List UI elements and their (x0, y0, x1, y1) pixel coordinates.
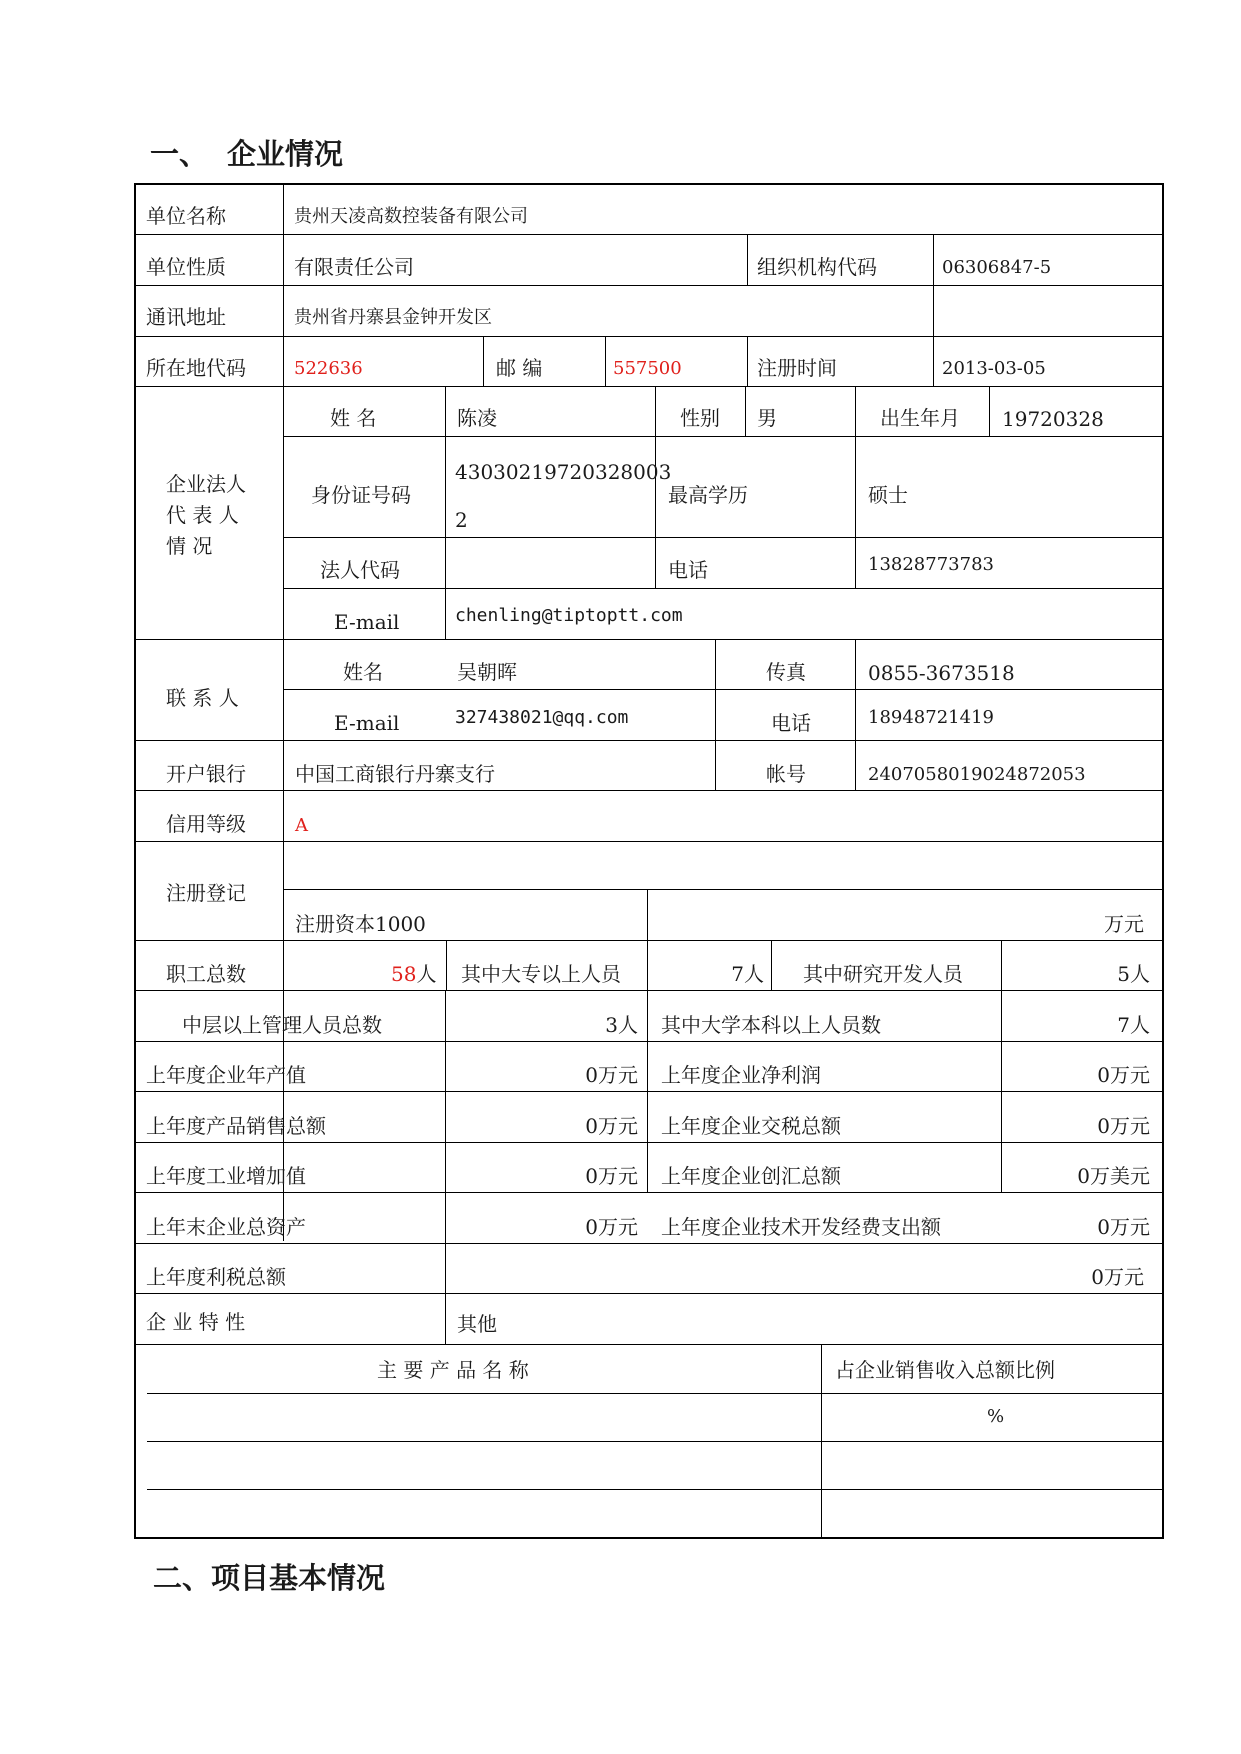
unit-name-label: 单位名称 (146, 204, 226, 228)
postcode-label: 邮 编 (496, 356, 543, 380)
credit-value: A (295, 815, 308, 836)
birth-label: 出生年月 (880, 406, 960, 430)
grid-line (283, 588, 1163, 589)
contact-email-label: E-mail (334, 711, 400, 735)
grid-line (747, 336, 748, 386)
grid-line (745, 386, 746, 436)
grid-line (933, 235, 934, 386)
org-code-value: 06306847-5 (942, 257, 1052, 278)
college-staff-value: 7人 (731, 962, 764, 986)
legal-phone-value: 13828773783 (868, 554, 994, 575)
tax-label: 上年度利税总额 (146, 1265, 286, 1289)
legal-section-label: 企业法人 (166, 472, 246, 496)
legal-name-label: 姓 名 (330, 406, 377, 430)
finance-label: 上年度企业净利润 (661, 1063, 821, 1087)
grid-line (147, 1489, 1163, 1490)
grid-line (135, 940, 1163, 941)
account-label: 帐号 (766, 762, 806, 786)
grid-line (445, 990, 446, 1344)
grid-line (135, 1293, 1163, 1294)
finance-value: 0万元 (585, 1164, 638, 1188)
finance-label: 上年度工业增加值 (146, 1164, 306, 1188)
legal-phone-label: 电话 (668, 558, 708, 582)
grid-line (135, 1041, 1163, 1042)
finance-value: 0万元 (1097, 1063, 1150, 1087)
finance-value: 0万元 (585, 1114, 638, 1138)
finance-label: 上年度企业年产值 (146, 1063, 306, 1087)
finance-label: 上年度企业交税总额 (661, 1114, 841, 1138)
section-2-title: 二、项目基本情况 (153, 1561, 386, 1595)
education-label: 最高学历 (668, 483, 748, 507)
bank-label: 开户银行 (166, 762, 246, 786)
finance-value: 0万美元 (1077, 1164, 1150, 1188)
percent-symbol: % (987, 1406, 1005, 1427)
legal-section-label: 情 况 (166, 534, 213, 558)
mgmt-staff-value: 3人 (605, 1013, 638, 1037)
grid-line (655, 386, 656, 588)
sales-ratio-header: 占企业销售收入总额比例 (835, 1358, 1055, 1382)
id-number-value: 43030219720328003 (455, 460, 672, 484)
education-value: 硕士 (868, 483, 908, 507)
grid-line (605, 336, 606, 386)
grid-line (283, 889, 1163, 890)
id-number-label: 身份证号码 (311, 483, 411, 507)
id-number-value: 2 (455, 508, 468, 532)
legal-email-label: E-mail (334, 610, 400, 634)
gender-label: 性别 (680, 406, 720, 430)
staff-total-number: 58 (391, 962, 417, 986)
fax-value: 0855-3673518 (868, 661, 1015, 685)
grid-line (135, 1243, 1163, 1244)
tax-value: 0万元 (1091, 1265, 1144, 1289)
reg-time-label: 注册时间 (757, 356, 837, 380)
grid-line (647, 990, 648, 1192)
grid-line (135, 639, 1163, 640)
grid-line (855, 639, 856, 790)
staff-total-unit: 人 (416, 962, 437, 986)
unit-name-value: 贵州天凌高数控装备有限公司 (294, 206, 528, 227)
contact-phone-label: 电话 (771, 711, 811, 735)
finance-label: 上年末企业总资产 (146, 1215, 306, 1239)
reg-time-value: 2013-03-05 (942, 358, 1046, 379)
grid-line (821, 1344, 822, 1538)
legal-email-value: chenling@tiptoptt.com (455, 605, 683, 626)
grid-line (135, 841, 1163, 842)
finance-value: 0万元 (1097, 1215, 1150, 1239)
contact-name-label: 姓名 (343, 660, 383, 684)
bachelor-staff-value: 7人 (1117, 1013, 1150, 1037)
grid-line (135, 740, 1163, 741)
gender-value: 男 (757, 406, 777, 430)
section-number: 一、 (150, 137, 209, 171)
grid-line (283, 537, 1163, 538)
finance-label: 上年度企业技术开发经费支出额 (661, 1215, 941, 1239)
staff-total-value (391, 962, 436, 986)
registration-label: 注册登记 (166, 881, 246, 905)
area-code-value: 522636 (294, 358, 363, 379)
product-name-header: 主 要 产 品 名 称 (377, 1358, 529, 1382)
legal-name-value: 陈凌 (457, 406, 497, 430)
credit-label: 信用等级 (166, 812, 246, 836)
grid-line (747, 235, 748, 285)
rd-staff-label: 其中研究开发人员 (803, 962, 963, 986)
grid-line (855, 386, 856, 588)
grid-line (446, 940, 447, 990)
mgmt-staff-label: 中层以上管理人员总数 (182, 1013, 382, 1037)
contact-phone-value: 18948721419 (868, 707, 994, 728)
grid-line (135, 386, 1163, 387)
feature-value: 其他 (457, 1312, 497, 1336)
grid-line (135, 234, 1163, 235)
grid-line (135, 1142, 1163, 1143)
grid-line (989, 386, 990, 436)
bank-value: 中国工商银行丹寨支行 (295, 762, 495, 786)
contact-name-value: 吴朝晖 (457, 660, 517, 684)
area-code-label: 所在地代码 (146, 356, 246, 380)
address-label: 通讯地址 (146, 305, 226, 329)
grid-line (135, 285, 1163, 286)
rd-staff-value: 5人 (1117, 962, 1150, 986)
grid-line (147, 1393, 1163, 1394)
org-code-label: 组织机构代码 (757, 255, 877, 279)
grid-line (445, 386, 446, 639)
grid-line (135, 1091, 1163, 1092)
postcode-value: 557500 (613, 358, 682, 379)
finance-value: 0万元 (585, 1063, 638, 1087)
contact-email-value: 327438021@qq.com (455, 707, 629, 728)
grid-line (135, 1344, 1163, 1345)
account-value: 2407058019024872053 (868, 764, 1086, 785)
finance-value: 0万元 (585, 1215, 638, 1239)
registered-capital-unit: 万元 (1104, 912, 1144, 936)
legal-code-label: 法人代码 (320, 558, 400, 582)
bachelor-staff-label: 其中大学本科以上人员数 (661, 1013, 881, 1037)
grid-line (1001, 940, 1002, 990)
fax-label: 传真 (766, 660, 806, 684)
grid-line (1001, 990, 1002, 1192)
finance-value: 0万元 (1097, 1114, 1150, 1138)
grid-line (483, 336, 484, 386)
birth-value: 19720328 (1002, 407, 1104, 431)
finance-label: 上年度企业创汇总额 (661, 1164, 841, 1188)
feature-label: 企 业 特 性 (146, 1310, 246, 1334)
section-title: 企业情况 (227, 137, 344, 171)
grid-line (135, 990, 1163, 991)
grid-line (771, 940, 772, 990)
grid-line (135, 1192, 1163, 1193)
grid-line (715, 639, 716, 790)
staff-total-label: 职工总数 (166, 962, 246, 986)
unit-nature-label: 单位性质 (146, 255, 226, 279)
legal-section-label: 代 表 人 (166, 503, 239, 527)
unit-nature-value: 有限责任公司 (294, 255, 414, 279)
grid-line (283, 689, 1163, 690)
registered-capital: 注册资本1000 (295, 912, 426, 936)
college-staff-label: 其中大专以上人员 (461, 962, 621, 986)
grid-line (647, 889, 648, 990)
finance-label: 上年度产品销售总额 (146, 1114, 326, 1138)
grid-line (135, 336, 1163, 337)
contact-section-label: 联 系 人 (166, 686, 239, 710)
address-value: 贵州省丹寨县金钟开发区 (294, 307, 492, 328)
grid-line (283, 436, 1163, 437)
grid-line (147, 1441, 1163, 1442)
grid-line (135, 790, 1163, 791)
